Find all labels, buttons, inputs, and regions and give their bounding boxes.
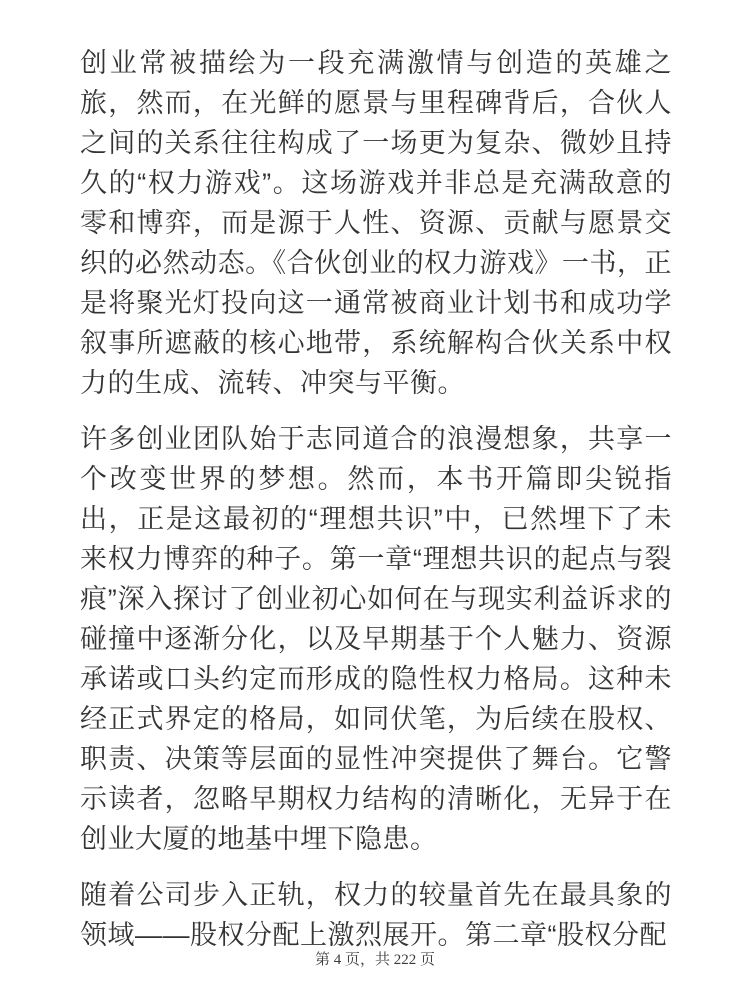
paragraph-1: 创业常被描绘为一段充满激情与创造的英雄之旅，然而，在光鲜的愿景与里程碑背后，合伙人之间的关系往往构成了一场更为复杂、微妙且持久的“权力游戏”。这场游戏并非总是充满敌意的零和博弈，而是源于人性、资源、贡献与愿景交织的必然动态。《合伙创业的权力游戏》一书，正是将聚光灯投向这一通常被商业计划书和成功学叙事所遮蔽的核心地带，系统解构合伙关系中权力的生成、流转、冲突与平衡。 xyxy=(80,48,672,398)
document-body xyxy=(80,43,672,971)
page-number-footer: 第 4 页，共 222 页 xyxy=(314,952,435,968)
paragraph-3: 随着公司步入正轨，权力的较量首先在最具象的领域——股权分配上激烈展开。第二章“股权分配 xyxy=(80,880,672,950)
paragraph-2: 许多创业团队始于志同道合的浪漫想象，共享一个改变世界的梦想。然而，本书开篇即尖锐指出，正是这最初的“理想共识”中，已然埋下了未来权力博弈的种子。第一章“理想共识的起点与裂痕”深入探讨了创业初心如何在与现实利益诉求的碰撞中逐渐分化，以及早期基于个人魅力、资源承诺或口头约定而形成的隐性权力格局。这种未经正式界定的格局，如同伏笔，为后续在股权、职责、决策等层面的显性冲突提供了舞台。它警示读者，忽略早期权力结构的清晰化，无异于在创业大厦的地基中埋下隐患。 xyxy=(80,424,672,854)
